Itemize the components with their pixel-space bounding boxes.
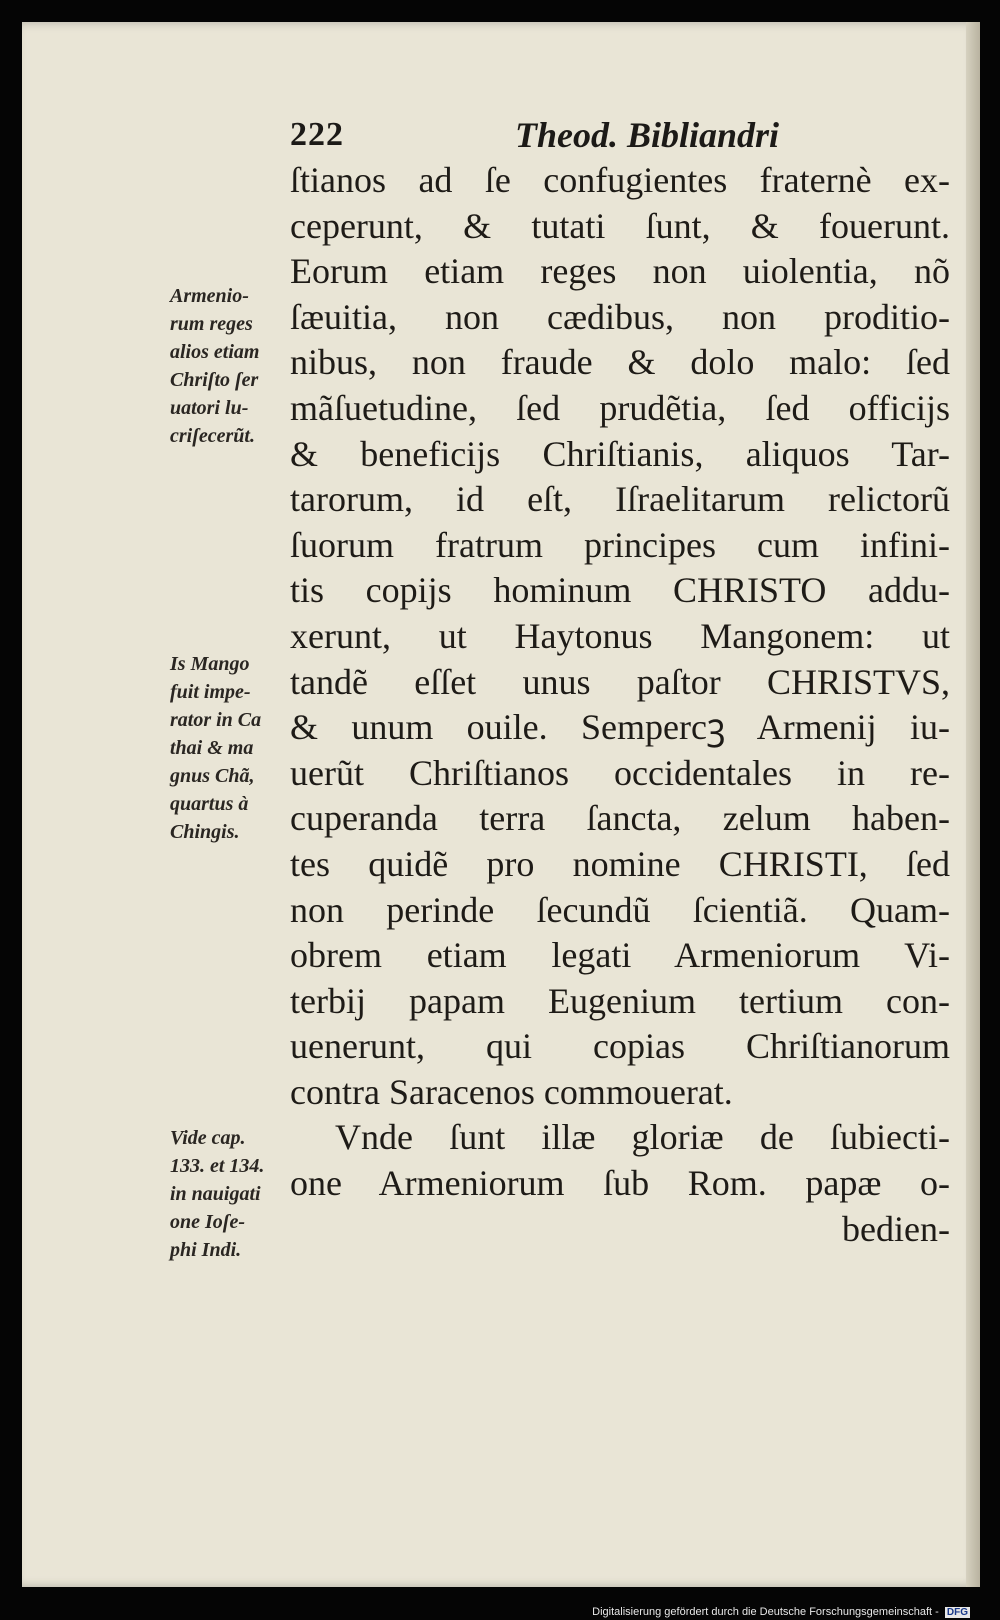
- text-line: tarorum, id eſt, Iſraelitarum relictorũ: [290, 479, 950, 520]
- text-line: tandẽ eſſet unus paſtor CHRISTVS,: [290, 661, 950, 702]
- text-line: cuperanda terra ſancta, zelum haben-: [290, 798, 950, 839]
- text-line: ceperunt, & tutati ſunt, & fouerunt.: [290, 205, 950, 246]
- margin-note-line: one Ioſe-: [170, 1211, 245, 1233]
- margin-note-line: fuit impe-: [170, 681, 251, 703]
- text-line: Vnde ſunt illæ gloriæ de ſubiecti-: [335, 1117, 950, 1158]
- margin-note-line: Chingis.: [170, 821, 240, 843]
- margin-note-line: thai & ma: [170, 737, 254, 759]
- margin-note-line: rator in Ca: [170, 709, 262, 731]
- running-title: Theod. Bibliandri: [515, 115, 780, 155]
- page-edge: [966, 22, 980, 1587]
- catchword: bedien-: [842, 1208, 950, 1249]
- text-line: ſtianos ad ſe confugientes fraternè ex-: [290, 160, 950, 200]
- text-line: uerũt Chriſtianos occidentales in re-: [290, 752, 950, 793]
- body-text: [290, 158, 950, 1252]
- margin-note-line: rum reges: [170, 313, 253, 335]
- margin-note-line: Chriſto ſer: [170, 369, 259, 391]
- margin-note-line: gnus Chã,: [170, 765, 255, 787]
- text-line: non perinde ſecundũ ſcientiã. Quam-: [290, 889, 950, 930]
- margin-note-line: Is Mango: [170, 653, 250, 675]
- text-line: Eorum etiam reges non uiolentia, nõ: [290, 251, 950, 292]
- page-number: 222: [290, 116, 344, 153]
- text-line: tis copijs hominum CHRISTO addu-: [290, 570, 950, 611]
- margin-note-line: uatori lu-: [170, 397, 249, 419]
- running-head: [290, 112, 930, 162]
- margin-note-line: quartus à: [170, 793, 249, 815]
- text-line: tes quidẽ pro nomine CHRISTI, ſed: [290, 843, 950, 884]
- text-line: nibus, non fraude & dolo malo: ſed: [290, 342, 950, 383]
- margin-note-line: criſecerũt.: [170, 425, 255, 447]
- text-line: & beneficijs Chriſtianis, aliquos Tar-: [290, 433, 950, 474]
- text-line: one Armeniorum ſub Rom. papæ o-: [290, 1163, 950, 1204]
- margin-note-line: 133. et 134.: [170, 1155, 265, 1177]
- margin-note-reference: [170, 1124, 295, 1264]
- dfg-logo: DFG: [946, 1607, 968, 1618]
- text-line: ſæuitia, non cædibus, non proditio-: [290, 296, 950, 337]
- margin-note-line: in nauigati: [170, 1183, 261, 1205]
- text-line: & unum ouile. Sempercꝫ Armenij iu-: [290, 707, 950, 748]
- margin-note-mango: [170, 650, 295, 846]
- text-line: contra Saracenos commouerat.: [290, 1071, 733, 1112]
- margin-note-line: alios etiam: [170, 341, 260, 363]
- margin-note-armenians: [170, 282, 295, 450]
- credit-text: Digitalisierung gefördert durch die Deutsche Forschungsgemeinschaft -: [592, 1606, 939, 1618]
- text-line: obrem etiam legati Armeniorum Vi-: [290, 935, 950, 976]
- text-line: ſuorum fratrum principes cum infini-: [290, 524, 950, 565]
- margin-note-line: Armenio-: [170, 285, 249, 307]
- margin-note-line: Vide cap.: [170, 1127, 246, 1149]
- text-line: uenerunt, qui copias Chriſtianorum: [290, 1026, 950, 1067]
- margin-note-line: phi Indi.: [170, 1239, 242, 1261]
- text-line: xerunt, ut Haytonus Mangonem: ut: [290, 615, 950, 656]
- digitization-credit: [592, 1606, 970, 1618]
- text-line: mãſuetudine, ſed prudẽtia, ſed officijs: [290, 387, 950, 428]
- text-line: terbij papam Eugenium tertium con-: [290, 980, 950, 1021]
